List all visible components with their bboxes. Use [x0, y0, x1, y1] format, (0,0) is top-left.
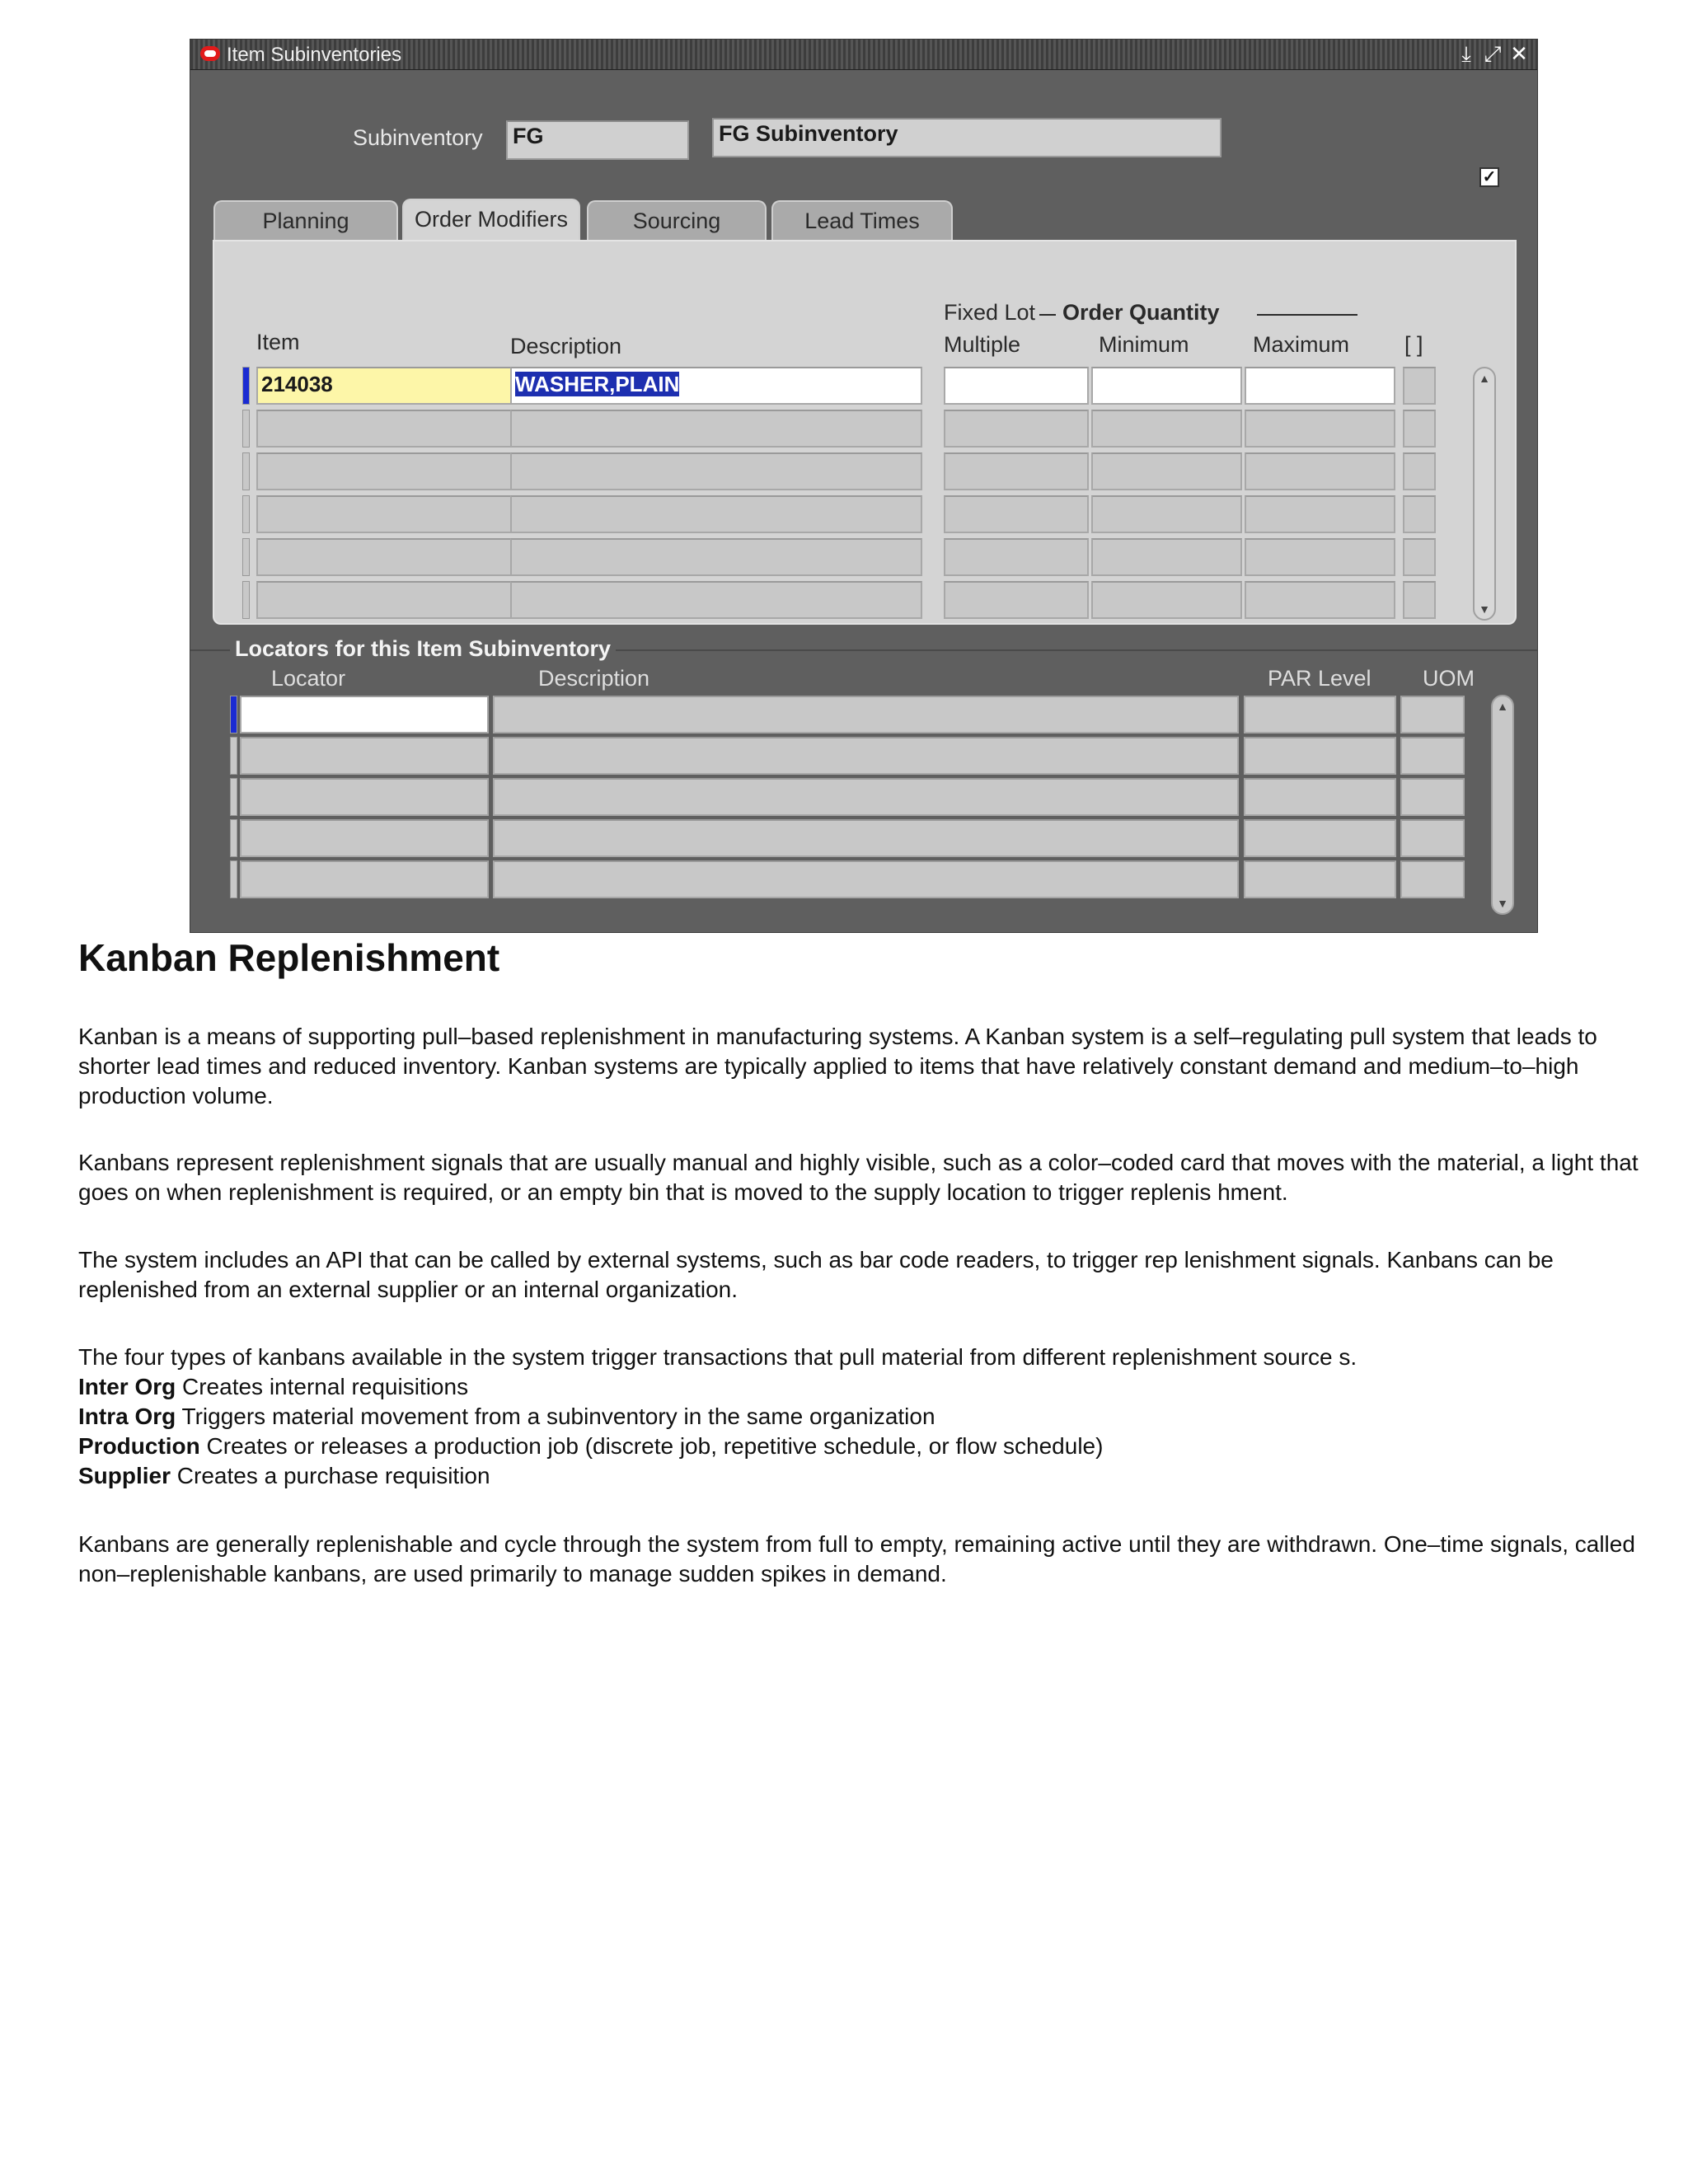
uom-cell[interactable]	[1400, 819, 1465, 857]
types-intro: The four types of kanbans available in the system trigger transactions that pull material from different replenishment source s.	[78, 1344, 1357, 1370]
subinventory-checkbox[interactable]: ✓	[1479, 167, 1499, 187]
maximum-cell[interactable]	[1245, 495, 1395, 533]
row-indicator[interactable]	[242, 452, 250, 490]
locator-description-cell[interactable]	[493, 819, 1239, 857]
description-cell[interactable]	[510, 495, 922, 533]
subinventory-description-field[interactable]: FG Subinventory	[712, 118, 1221, 157]
type-supplier	[78, 1461, 1653, 1491]
locator-row-indicator[interactable]	[230, 860, 237, 898]
maximum-cell[interactable]	[1245, 452, 1395, 490]
type-name: Production	[78, 1433, 200, 1459]
row-indicator[interactable]	[242, 410, 250, 448]
maximum-cell[interactable]	[1245, 367, 1395, 405]
item-cell-value: 214038	[261, 372, 333, 396]
flexfield-cell[interactable]	[1403, 410, 1436, 448]
type-desc: Creates internal requisitions	[182, 1374, 469, 1399]
type-desc: Creates or releases a production job (discrete job, repetitive schedule, or flow schedule)	[206, 1433, 1104, 1459]
item-column-header: Item	[256, 330, 300, 354]
row-indicator[interactable]	[242, 581, 250, 619]
minimum-cell[interactable]	[1091, 367, 1242, 405]
fixed-lot-cell[interactable]	[944, 581, 1089, 619]
description-column-header: Description	[510, 334, 622, 359]
par-level-cell[interactable]	[1244, 819, 1396, 857]
scroll-up-icon[interactable]: ▲	[1479, 372, 1490, 385]
order-quantity-rule-left	[1039, 314, 1056, 316]
item-cell[interactable]	[256, 452, 512, 490]
order-quantity-rule-right	[1257, 314, 1357, 316]
description-cell[interactable]	[510, 367, 922, 405]
type-production	[78, 1432, 1653, 1461]
fixed-lot-header: Fixed Lot	[944, 300, 1036, 325]
description-cell[interactable]	[510, 538, 922, 576]
par-level-header: PAR Level	[1268, 666, 1372, 691]
locator-cell[interactable]	[240, 819, 489, 857]
tab-lead-times[interactable]: Lead Times	[771, 200, 953, 240]
par-level-cell[interactable]	[1244, 778, 1396, 816]
window-titlebar[interactable]	[190, 40, 1537, 70]
par-level-cell[interactable]	[1244, 737, 1396, 775]
oracle-logo-icon	[200, 46, 220, 61]
fixed-lot-cell[interactable]	[944, 495, 1089, 533]
item-cell[interactable]	[256, 410, 512, 448]
item-cell[interactable]	[256, 581, 512, 619]
locators-scrollbar[interactable]	[1491, 695, 1514, 915]
locator-row-indicator[interactable]	[230, 696, 237, 733]
fixed-lot-cell[interactable]	[944, 538, 1089, 576]
paragraph-types	[78, 1343, 1653, 1491]
minimum-cell[interactable]	[1091, 410, 1242, 448]
locators-scroll-down-icon[interactable]: ▼	[1497, 897, 1508, 910]
item-subinventories-window	[190, 39, 1538, 933]
maximum-cell[interactable]	[1245, 538, 1395, 576]
maximum-cell[interactable]	[1245, 410, 1395, 448]
multiple-header: Multiple	[944, 332, 1021, 357]
row-indicator[interactable]	[242, 495, 250, 533]
uom-cell[interactable]	[1400, 696, 1465, 733]
description-cell[interactable]	[510, 452, 922, 490]
tab-sourcing[interactable]: Sourcing	[587, 200, 767, 240]
maximum-header: Maximum	[1253, 332, 1350, 357]
fixed-lot-cell[interactable]	[944, 367, 1089, 405]
flexfield-cell[interactable]	[1403, 538, 1436, 576]
flexfield-cell[interactable]	[1403, 452, 1436, 490]
uom-cell[interactable]	[1400, 860, 1465, 898]
description-cell[interactable]	[510, 581, 922, 619]
locator-description-cell[interactable]	[493, 737, 1239, 775]
row-indicator[interactable]	[242, 538, 250, 576]
type-desc: Triggers material movement from a subinventory in the same organization	[181, 1404, 935, 1429]
locator-row-indicator[interactable]	[230, 737, 237, 775]
items-scrollbar[interactable]	[1473, 367, 1496, 621]
flexfield-cell[interactable]	[1403, 367, 1436, 405]
minimum-cell[interactable]	[1091, 452, 1242, 490]
description-cell-value: WASHER,PLAIN	[515, 372, 680, 396]
uom-cell[interactable]	[1400, 737, 1465, 775]
tab-order-modifiers[interactable]: Order Modifiers	[402, 199, 580, 241]
item-cell[interactable]	[256, 367, 512, 405]
description-cell[interactable]	[510, 410, 922, 448]
close-icon[interactable]: ✕	[1510, 41, 1528, 66]
fixed-lot-cell[interactable]	[944, 410, 1089, 448]
locator-description-cell[interactable]	[493, 696, 1239, 733]
type-name: Supplier	[78, 1463, 171, 1488]
locators-title: Locators for this Item Subinventory	[230, 636, 616, 662]
minimum-cell[interactable]	[1091, 581, 1242, 619]
tab-planning[interactable]: Planning	[213, 200, 398, 240]
par-level-cell[interactable]	[1244, 696, 1396, 733]
paragraph-api: The system includes an API that can be called by external systems, such as bar code readers, to trigger rep lenishment signals. Kanbans can be replenished from an external supplier or an internal organization.	[78, 1247, 1554, 1302]
flexfield-cell[interactable]	[1403, 495, 1436, 533]
locator-cell[interactable]	[240, 737, 489, 775]
locator-description-header: Description	[538, 666, 650, 691]
paragraph-replenishable: Kanbans are generally replenishable and cycle through the system from full to empty, remaining active until they are withdrawn. One–time signals, called non–replenishable kanbans, are used primarily to manage sudden spikes in demand.	[78, 1531, 1635, 1586]
page-title: Kanban Replenishment	[78, 936, 500, 979]
window-title: Item Subinventories	[227, 44, 402, 66]
locator-row-indicator[interactable]	[230, 778, 237, 816]
par-level-cell[interactable]	[1244, 860, 1396, 898]
uom-header: UOM	[1423, 666, 1475, 691]
minimum-cell[interactable]	[1091, 538, 1242, 576]
uom-cell[interactable]	[1400, 778, 1465, 816]
maximize-icon[interactable]: ⤢	[1484, 41, 1502, 66]
order-quantity-header: Order Quantity	[1062, 300, 1220, 325]
type-inter-org	[78, 1372, 1653, 1402]
type-name: Intra Org	[78, 1404, 176, 1429]
flexfield-cell[interactable]	[1403, 581, 1436, 619]
type-desc: Creates a purchase requisition	[176, 1463, 490, 1488]
row-indicator[interactable]	[242, 367, 250, 405]
type-name: Inter Org	[78, 1374, 176, 1399]
scroll-down-icon[interactable]: ▼	[1479, 602, 1490, 616]
flexfield-header[interactable]: [ ]	[1404, 332, 1423, 357]
item-cell[interactable]	[256, 495, 512, 533]
subinventory-label: Subinventory	[353, 125, 483, 150]
locator-row-indicator[interactable]	[230, 819, 237, 857]
minimum-header: Minimum	[1099, 332, 1189, 357]
locator-cell[interactable]	[240, 696, 489, 733]
minimum-cell[interactable]	[1091, 495, 1242, 533]
locator-column-header: Locator	[271, 666, 346, 691]
locator-cell[interactable]	[240, 778, 489, 816]
item-cell[interactable]	[256, 538, 512, 576]
order-modifiers-panel	[213, 240, 1517, 625]
type-intra-org	[78, 1402, 1653, 1432]
subinventory-code-field[interactable]: FG	[506, 120, 689, 160]
maximum-cell[interactable]	[1245, 581, 1395, 619]
minimize-icon[interactable]: ⤓	[1461, 41, 1471, 66]
locators-scroll-up-icon[interactable]: ▲	[1497, 700, 1508, 713]
paragraph-signals: Kanbans represent replenishment signals that are usually manual and highly visible, such as a color–coded card that moves with the material, a light that goes on when replenishment is required, or an empty bin that is moved to the supply location to trigger replenis hment.	[78, 1150, 1639, 1205]
locator-description-cell[interactable]	[493, 860, 1239, 898]
paragraph-intro: Kanban is a means of supporting pull–based replenishment in manufacturing systems. A Kanban system is a self–regulating pull system that leads to shorter lead times and reduced inventory. Kanban systems are typically applied to items that have relatively constant demand and medium–to–high production volume.	[78, 1024, 1597, 1108]
locator-cell[interactable]	[240, 860, 489, 898]
fixed-lot-cell[interactable]	[944, 452, 1089, 490]
locator-description-cell[interactable]	[493, 778, 1239, 816]
